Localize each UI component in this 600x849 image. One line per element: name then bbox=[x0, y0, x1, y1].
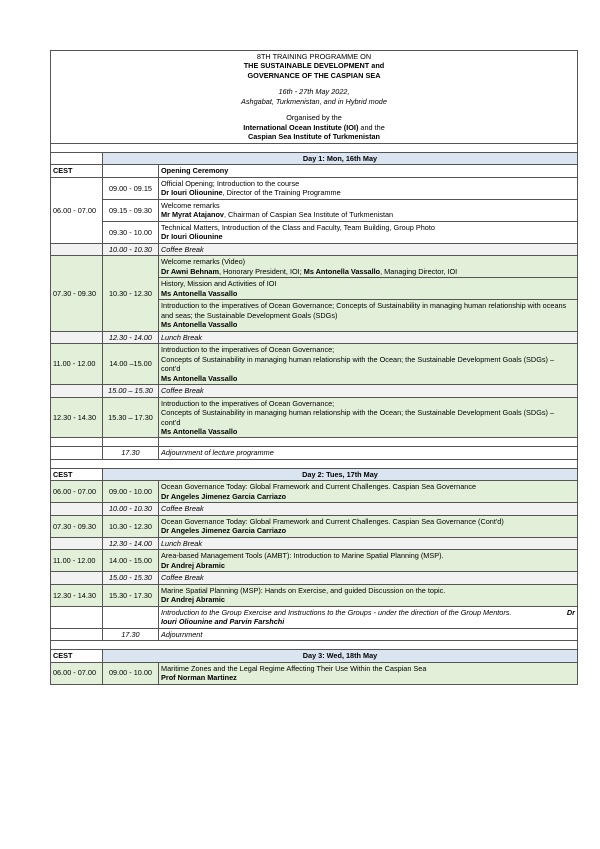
session-time: 09.30 - 10.00 bbox=[103, 221, 159, 243]
break-row: 10.00 - 10.30 Coffee Break bbox=[51, 503, 578, 515]
session-time: 15.30 – 17.30 bbox=[103, 397, 159, 438]
header-line1: 8TH TRAINING PROGRAMME ON bbox=[256, 52, 372, 61]
cest-time: 11.00 - 12.00 bbox=[51, 550, 103, 572]
session-cell: Official Opening; Introduction to the course Dr Iouri Oliounine, Director of the Training Programme bbox=[159, 177, 578, 199]
day2-title: Day 2: Tues, 17th May bbox=[103, 468, 578, 480]
cest-time: 07.30 - 09.30 bbox=[51, 515, 103, 537]
header-line3: GOVERNANCE OF THE CASPIAN SEA bbox=[247, 70, 381, 80]
session-time: 15.30 - 17.30 bbox=[103, 584, 159, 606]
session-cell: Ocean Governance Today: Global Framework and Current Challenges. Caspian Sea Governance (Cont'd) Dr Angeles Jimenez Garcia Carriazo bbox=[159, 515, 578, 537]
header-organised: Organised by the bbox=[286, 113, 342, 123]
session-time: 09.15 - 09.30 bbox=[103, 199, 159, 221]
document-header bbox=[51, 51, 578, 144]
session-time: 10.30 - 12.30 bbox=[103, 515, 159, 537]
day3-title: Day 3: Wed, 18th May bbox=[103, 650, 578, 662]
session-cell: Introduction to the imperatives of Ocean Governance; Concepts of Sustainability in managing human relationship with the Ocean; the Sustainable Development Goals (SDGs) – cont’d Ms Antonella Vassallo bbox=[159, 344, 578, 385]
session-cell: Welcome remarks Mr Myrat Atajanov, Chairman of Caspian Sea Institute of Turkmenistan bbox=[159, 199, 578, 221]
table-row bbox=[51, 177, 578, 199]
header-org1: International Ocean Institute (IOI) bbox=[243, 122, 359, 132]
table-row bbox=[51, 256, 578, 278]
cest-label: CEST bbox=[51, 165, 103, 177]
session-cell: Technical Matters, Introduction of the Class and Faculty, Team Building, Group Photo Dr Iouri Oliounine bbox=[159, 221, 578, 243]
table-row bbox=[51, 221, 578, 243]
header-line2: THE SUSTAINABLE DEVELOPMENT and bbox=[243, 61, 385, 71]
session-time: 09.00 - 09.15 bbox=[103, 177, 159, 199]
header-org2: Caspian Sea Institute of Turkmenistan bbox=[247, 132, 381, 142]
break-row: 10.00 - 10.30 Coffee Break bbox=[51, 243, 578, 255]
day2-header-row bbox=[51, 468, 578, 480]
session-time: 09.00 - 10.00 bbox=[103, 481, 159, 503]
table-row bbox=[51, 550, 578, 572]
cest-time: 11.00 - 12.00 bbox=[51, 344, 103, 385]
day1-title: Day 1: Mon, 16th May bbox=[103, 152, 578, 164]
session-cell: Welcome remarks (Video) Dr Awni Behnam, Honorary President, IOI; Ms Antonella Vassallo, Managing Director, IOI bbox=[159, 256, 578, 278]
header-location: Ashgabat, Turkmenistan, and in Hybrid mode bbox=[241, 96, 387, 106]
session-cell: Ocean Governance Today: Global Framework and Current Challenges. Caspian Sea Governance Dr Angeles Jimenez Garcia Carriazo bbox=[159, 481, 578, 503]
header-dates: 16th - 27th May 2022, bbox=[278, 87, 350, 97]
cest-label: CEST bbox=[51, 650, 103, 662]
day3-header-row bbox=[51, 650, 578, 662]
adjournment-row: 17.30 Adjournment of lecture programme bbox=[51, 447, 578, 459]
day1-opening-row bbox=[51, 165, 578, 177]
session-time: 09.00 - 10.00 bbox=[103, 662, 159, 684]
session-cell: Area-based Management Tools (AMBT): Introduction to Marine Spatial Planning (MSP). Dr Andrej Abramic bbox=[159, 550, 578, 572]
header-org-and: and the bbox=[358, 122, 385, 132]
table-row bbox=[51, 662, 578, 684]
session-time: 14.00 –15.00 bbox=[103, 344, 159, 385]
cest-time: 12.30 - 14.30 bbox=[51, 397, 103, 438]
cest-time: 06.00 - 07.00 bbox=[51, 481, 103, 503]
cest-label: CEST bbox=[51, 468, 103, 480]
break-row: 15.00 - 15.30 Coffee Break bbox=[51, 572, 578, 584]
session-cell: Introduction to the Group Exercise and Instructions to the Groups - under the direction of the Group Mentors. Dr Iouri Oliounine and Parvin Farshchi bbox=[159, 606, 578, 628]
session-cell: Introduction to the imperatives of Ocean Governance; Concepts of Sustainability in managing human relationship with oceans and seas; the Sustainable Development Goals (SDGs) Ms Antonella Vassallo bbox=[159, 300, 578, 331]
session-cell: Introduction to the imperatives of Ocean Governance; Concepts of Sustainability in managing human relationship with the Ocean; the Sustainable Development Goals (SDGs) – cont’d Ms Antonella Vassallo bbox=[159, 397, 578, 438]
cest-time: 12.30 - 14.30 bbox=[51, 584, 103, 606]
session-cell: Maritime Zones and the Legal Regime Affecting Their Use Within the Caspian Sea Prof Norman Martinez bbox=[159, 662, 578, 684]
cest-time: 06.00 - 07.00 bbox=[51, 177, 103, 243]
table-row bbox=[51, 344, 578, 385]
adjournment-row: 17.30 Adjournment bbox=[51, 628, 578, 640]
table-row bbox=[51, 481, 578, 503]
cest-time: 07.30 - 09.30 bbox=[51, 256, 103, 331]
table-row bbox=[51, 606, 578, 628]
session-time: 10.30 - 12.30 bbox=[103, 256, 159, 331]
table-row bbox=[51, 584, 578, 606]
session-cell: Marine Spatial Planning (MSP): Hands on Exercise, and guided Discussion on the topic. Dr Andrej Abramic bbox=[159, 584, 578, 606]
cest-time: 06.00 - 07.00 bbox=[51, 662, 103, 684]
table-row bbox=[51, 199, 578, 221]
day1-header-row bbox=[51, 152, 578, 164]
break-row: 12.30 - 14.00 Lunch Break bbox=[51, 331, 578, 343]
programme-table bbox=[50, 50, 578, 685]
break-row: 15.00 – 15.30 Coffee Break bbox=[51, 385, 578, 397]
session-time: 14.00 - 15.00 bbox=[103, 550, 159, 572]
table-row bbox=[51, 397, 578, 438]
break-row: 12.30 - 14.00 Lunch Break bbox=[51, 537, 578, 549]
table-row bbox=[51, 515, 578, 537]
session-cell: History, Mission and Activities of IOI Ms Antonella Vassallo bbox=[159, 278, 578, 300]
opening-ceremony: Opening Ceremony bbox=[159, 165, 578, 177]
